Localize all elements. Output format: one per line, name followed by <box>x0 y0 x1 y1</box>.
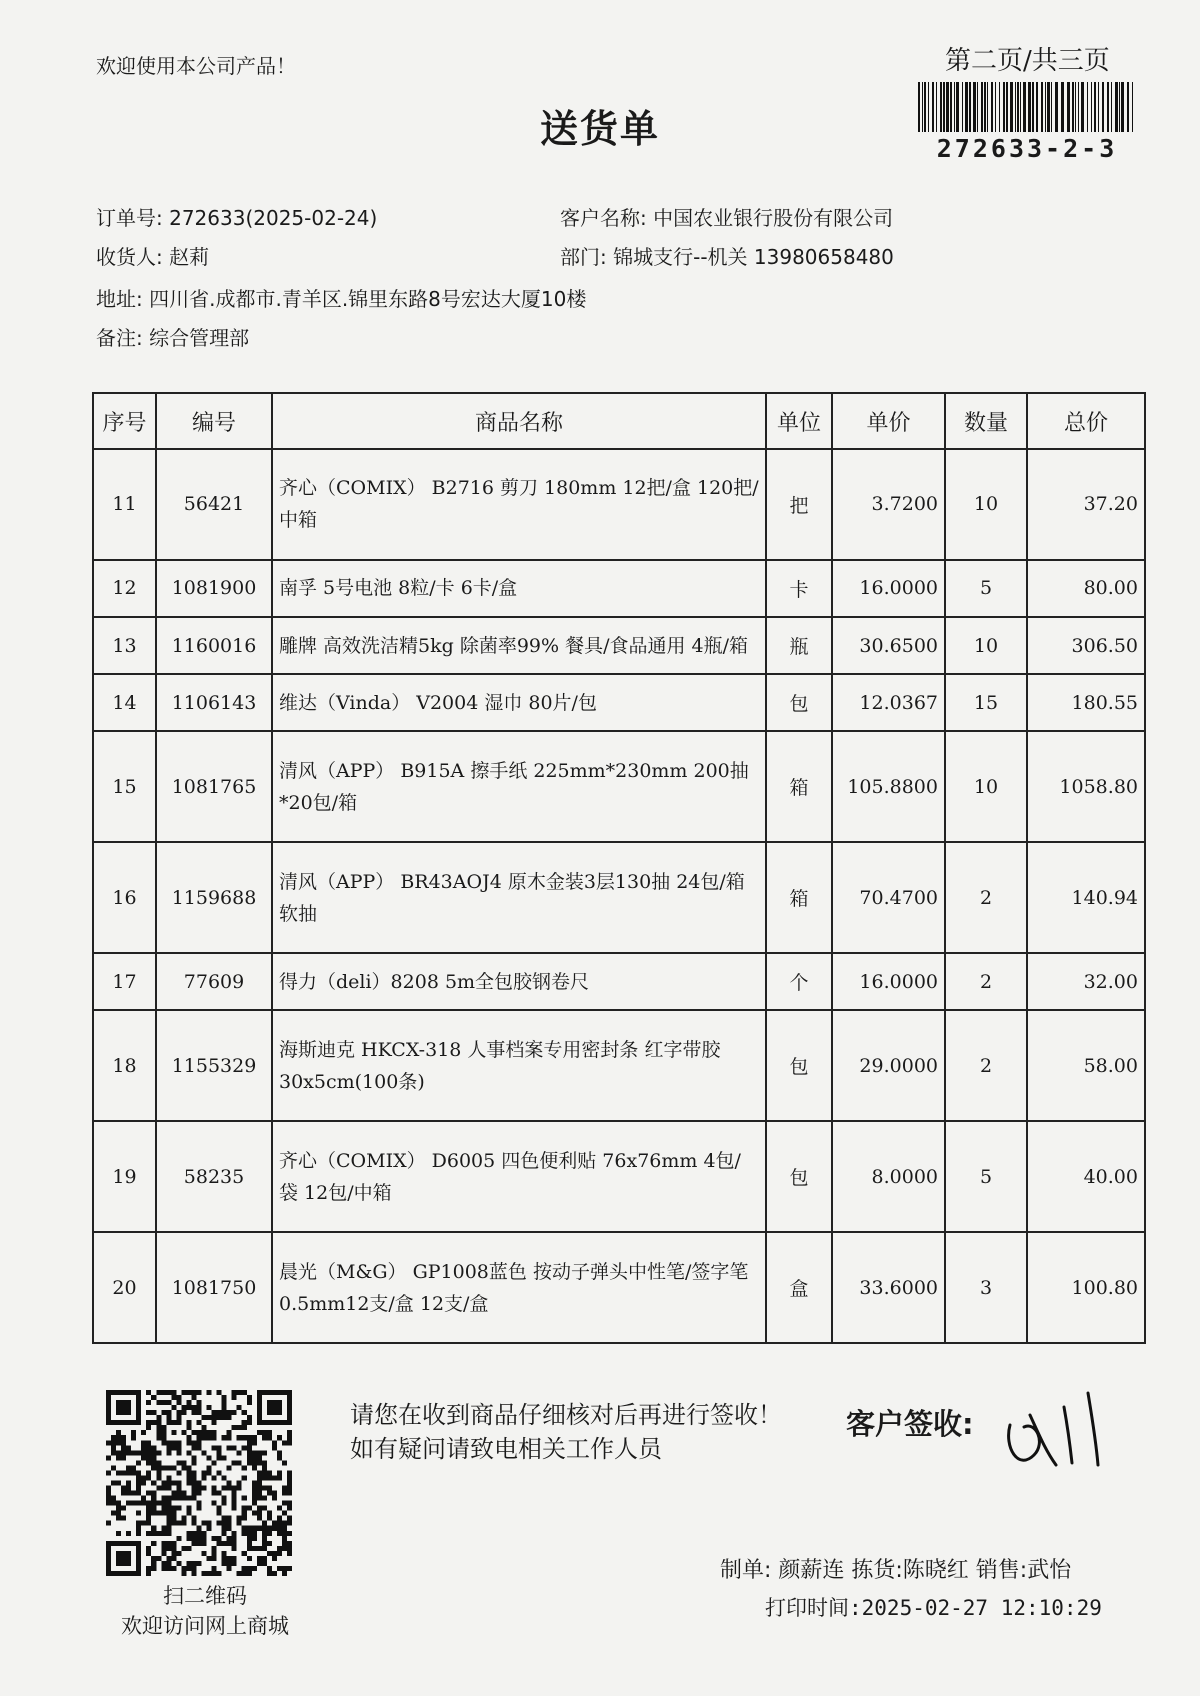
cell-quantity: 5 <box>945 1121 1027 1232</box>
receiver-label: 收货人: <box>96 245 163 269</box>
cell-unit: 盒 <box>766 1232 832 1343</box>
department-value: 锦城支行--机关 13980658480 <box>613 245 894 269</box>
cell-unit: 瓶 <box>766 617 832 674</box>
table-row <box>93 953 1145 1010</box>
cell-seq: 11 <box>93 449 156 560</box>
cell-code: 1160016 <box>156 617 272 674</box>
cell-product-name: 清风（APP） BR43AOJ4 原木金装3层130抽 24包/箱 软抽 <box>272 842 766 953</box>
cell-unit-price: 16.0000 <box>832 953 945 1010</box>
cell-product-name: 得力（deli）8208 5m全包胶钢卷尺 <box>272 953 766 1010</box>
customer-value: 中国农业银行股份有限公司 <box>653 206 894 230</box>
handwritten-signature <box>1000 1385 1115 1475</box>
cell-product-name: 海斯迪克 HKCX-318 人事档案专用密封条 红字带胶30x5cm(100条) <box>272 1010 766 1121</box>
cell-code: 1081765 <box>156 731 272 842</box>
print-time: 打印时间:2025-02-27 12:10:29 <box>765 1596 1102 1620</box>
cell-total-price: 58.00 <box>1027 1010 1145 1121</box>
cell-code: 1155329 <box>156 1010 272 1121</box>
address-label: 地址: <box>96 287 143 311</box>
cell-total-price: 140.94 <box>1027 842 1145 953</box>
cell-quantity: 3 <box>945 1232 1027 1343</box>
cell-unit-price: 16.0000 <box>832 560 945 617</box>
cell-product-name: 清风（APP） B915A 擦手纸 225mm*230mm 200抽*20包/箱 <box>272 731 766 842</box>
remark <box>96 322 249 351</box>
table-header-row <box>93 393 1145 449</box>
items-table <box>92 392 1146 1344</box>
department-label: 部门: <box>560 245 607 269</box>
page-title: 送货单 <box>539 107 660 151</box>
cell-unit-price: 33.6000 <box>832 1232 945 1343</box>
cell-code: 77609 <box>156 953 272 1010</box>
cell-total-price: 100.80 <box>1027 1232 1145 1343</box>
cell-quantity: 10 <box>945 449 1027 560</box>
cell-unit-price: 3.7200 <box>832 449 945 560</box>
cell-code: 1081900 <box>156 560 272 617</box>
header-price: 单价 <box>832 393 945 449</box>
cell-code: 1159688 <box>156 842 272 953</box>
barcode-number: 272633-2-3 <box>936 134 1118 163</box>
remark-value: 综合管理部 <box>149 326 250 350</box>
receiver-value: 赵莉 <box>169 245 210 269</box>
staff-info: 制单: 颜薪连 拣货:陈晓红 销售:武怡 <box>720 1558 1072 1583</box>
qr-caption-scan: 扫二维码 <box>163 1584 247 1608</box>
cell-total-price: 306.50 <box>1027 617 1145 674</box>
cell-total-price: 37.20 <box>1027 449 1145 560</box>
cell-quantity: 2 <box>945 1010 1027 1121</box>
table-row <box>93 1121 1145 1232</box>
remark-label: 备注: <box>96 326 143 350</box>
cell-seq: 16 <box>93 842 156 953</box>
cell-code: 58235 <box>156 1121 272 1232</box>
cell-seq: 17 <box>93 953 156 1010</box>
cell-unit: 包 <box>766 1010 832 1121</box>
cell-quantity: 15 <box>945 674 1027 731</box>
cell-product-name: 维达（Vinda） V2004 湿巾 80片/包 <box>272 674 766 731</box>
table-row <box>93 560 1145 617</box>
cell-code: 1081750 <box>156 1232 272 1343</box>
header-unit: 单位 <box>766 393 832 449</box>
cell-quantity: 2 <box>945 953 1027 1010</box>
department <box>560 241 894 270</box>
order-number-label: 订单号: <box>96 206 163 230</box>
table-row <box>93 842 1145 953</box>
customer-sign-label: 客户签收: <box>846 1407 974 1441</box>
cell-unit-price: 29.0000 <box>832 1010 945 1121</box>
cell-quantity: 10 <box>945 731 1027 842</box>
cell-seq: 18 <box>93 1010 156 1121</box>
cell-unit: 把 <box>766 449 832 560</box>
receipt-notice: 请您在收到商品仔细核对后再进行签收！如有疑问请致电相关工作人员 <box>350 1401 782 1463</box>
address-value: 四川省.成都市.青羊区.锦里东路8号宏达大厦10楼 <box>149 287 587 311</box>
table-row <box>93 617 1145 674</box>
header-total: 总价 <box>1027 393 1145 449</box>
cell-unit-price: 70.4700 <box>832 842 945 953</box>
order-number <box>96 202 377 231</box>
cell-unit-price: 30.6500 <box>832 617 945 674</box>
cell-unit: 卡 <box>766 560 832 617</box>
cell-code: 1106143 <box>156 674 272 731</box>
cell-unit: 包 <box>766 1121 832 1232</box>
header-qty: 数量 <box>945 393 1027 449</box>
table-row <box>93 731 1145 842</box>
cell-unit: 箱 <box>766 731 832 842</box>
table-row <box>93 674 1145 731</box>
cell-total-price: 180.55 <box>1027 674 1145 731</box>
cell-seq: 13 <box>93 617 156 674</box>
cell-product-name: 雕牌 高效洗洁精5kg 除菌率99% 餐具/食品通用 4瓶/箱 <box>272 617 766 674</box>
cell-unit-price: 105.8800 <box>832 731 945 842</box>
cell-unit: 包 <box>766 674 832 731</box>
cell-unit-price: 8.0000 <box>832 1121 945 1232</box>
order-number-value: 272633(2025-02-24) <box>169 206 378 230</box>
table-row <box>93 449 1145 560</box>
customer-label: 客户名称: <box>560 206 647 230</box>
cell-quantity: 10 <box>945 617 1027 674</box>
cell-total-price: 80.00 <box>1027 560 1145 617</box>
cell-code: 56421 <box>156 449 272 560</box>
table-body <box>93 449 1145 1343</box>
cell-product-name: 齐心（COMIX） B2716 剪刀 180mm 12把/盒 120把/中箱 <box>272 449 766 560</box>
address <box>96 283 586 312</box>
receiver <box>96 241 209 270</box>
cell-unit: 个 <box>766 953 832 1010</box>
cell-total-price: 40.00 <box>1027 1121 1145 1232</box>
barcode-image <box>918 82 1136 132</box>
cell-unit: 箱 <box>766 842 832 953</box>
cell-seq: 15 <box>93 731 156 842</box>
cell-quantity: 5 <box>945 560 1027 617</box>
cell-product-name: 晨光（M&G） GP1008蓝色 按动子弹头中性笔/签字笔0.5mm12支/盒 12支/盒 <box>272 1232 766 1343</box>
cell-total-price: 32.00 <box>1027 953 1145 1010</box>
header-name: 商品名称 <box>272 393 766 449</box>
cell-seq: 20 <box>93 1232 156 1343</box>
qr-caption-mall: 欢迎访问网上商城 <box>121 1614 289 1638</box>
qr-code-image <box>106 1390 292 1576</box>
cell-seq: 14 <box>93 674 156 731</box>
page-indicator: 第二页/共三页 <box>945 46 1110 76</box>
welcome-text: 欢迎使用本公司产品！ <box>96 54 296 78</box>
cell-product-name: 南孚 5号电池 8粒/卡 6卡/盒 <box>272 560 766 617</box>
cell-seq: 12 <box>93 560 156 617</box>
customer-name <box>560 202 893 231</box>
table-row <box>93 1232 1145 1343</box>
cell-quantity: 2 <box>945 842 1027 953</box>
cell-seq: 19 <box>93 1121 156 1232</box>
cell-total-price: 1058.80 <box>1027 731 1145 842</box>
table-row <box>93 1010 1145 1121</box>
cell-unit-price: 12.0367 <box>832 674 945 731</box>
header-seq: 序号 <box>93 393 156 449</box>
cell-product-name: 齐心（COMIX） D6005 四色便利贴 76x76mm 4包/袋 12包/中箱 <box>272 1121 766 1232</box>
header-code: 编号 <box>156 393 272 449</box>
